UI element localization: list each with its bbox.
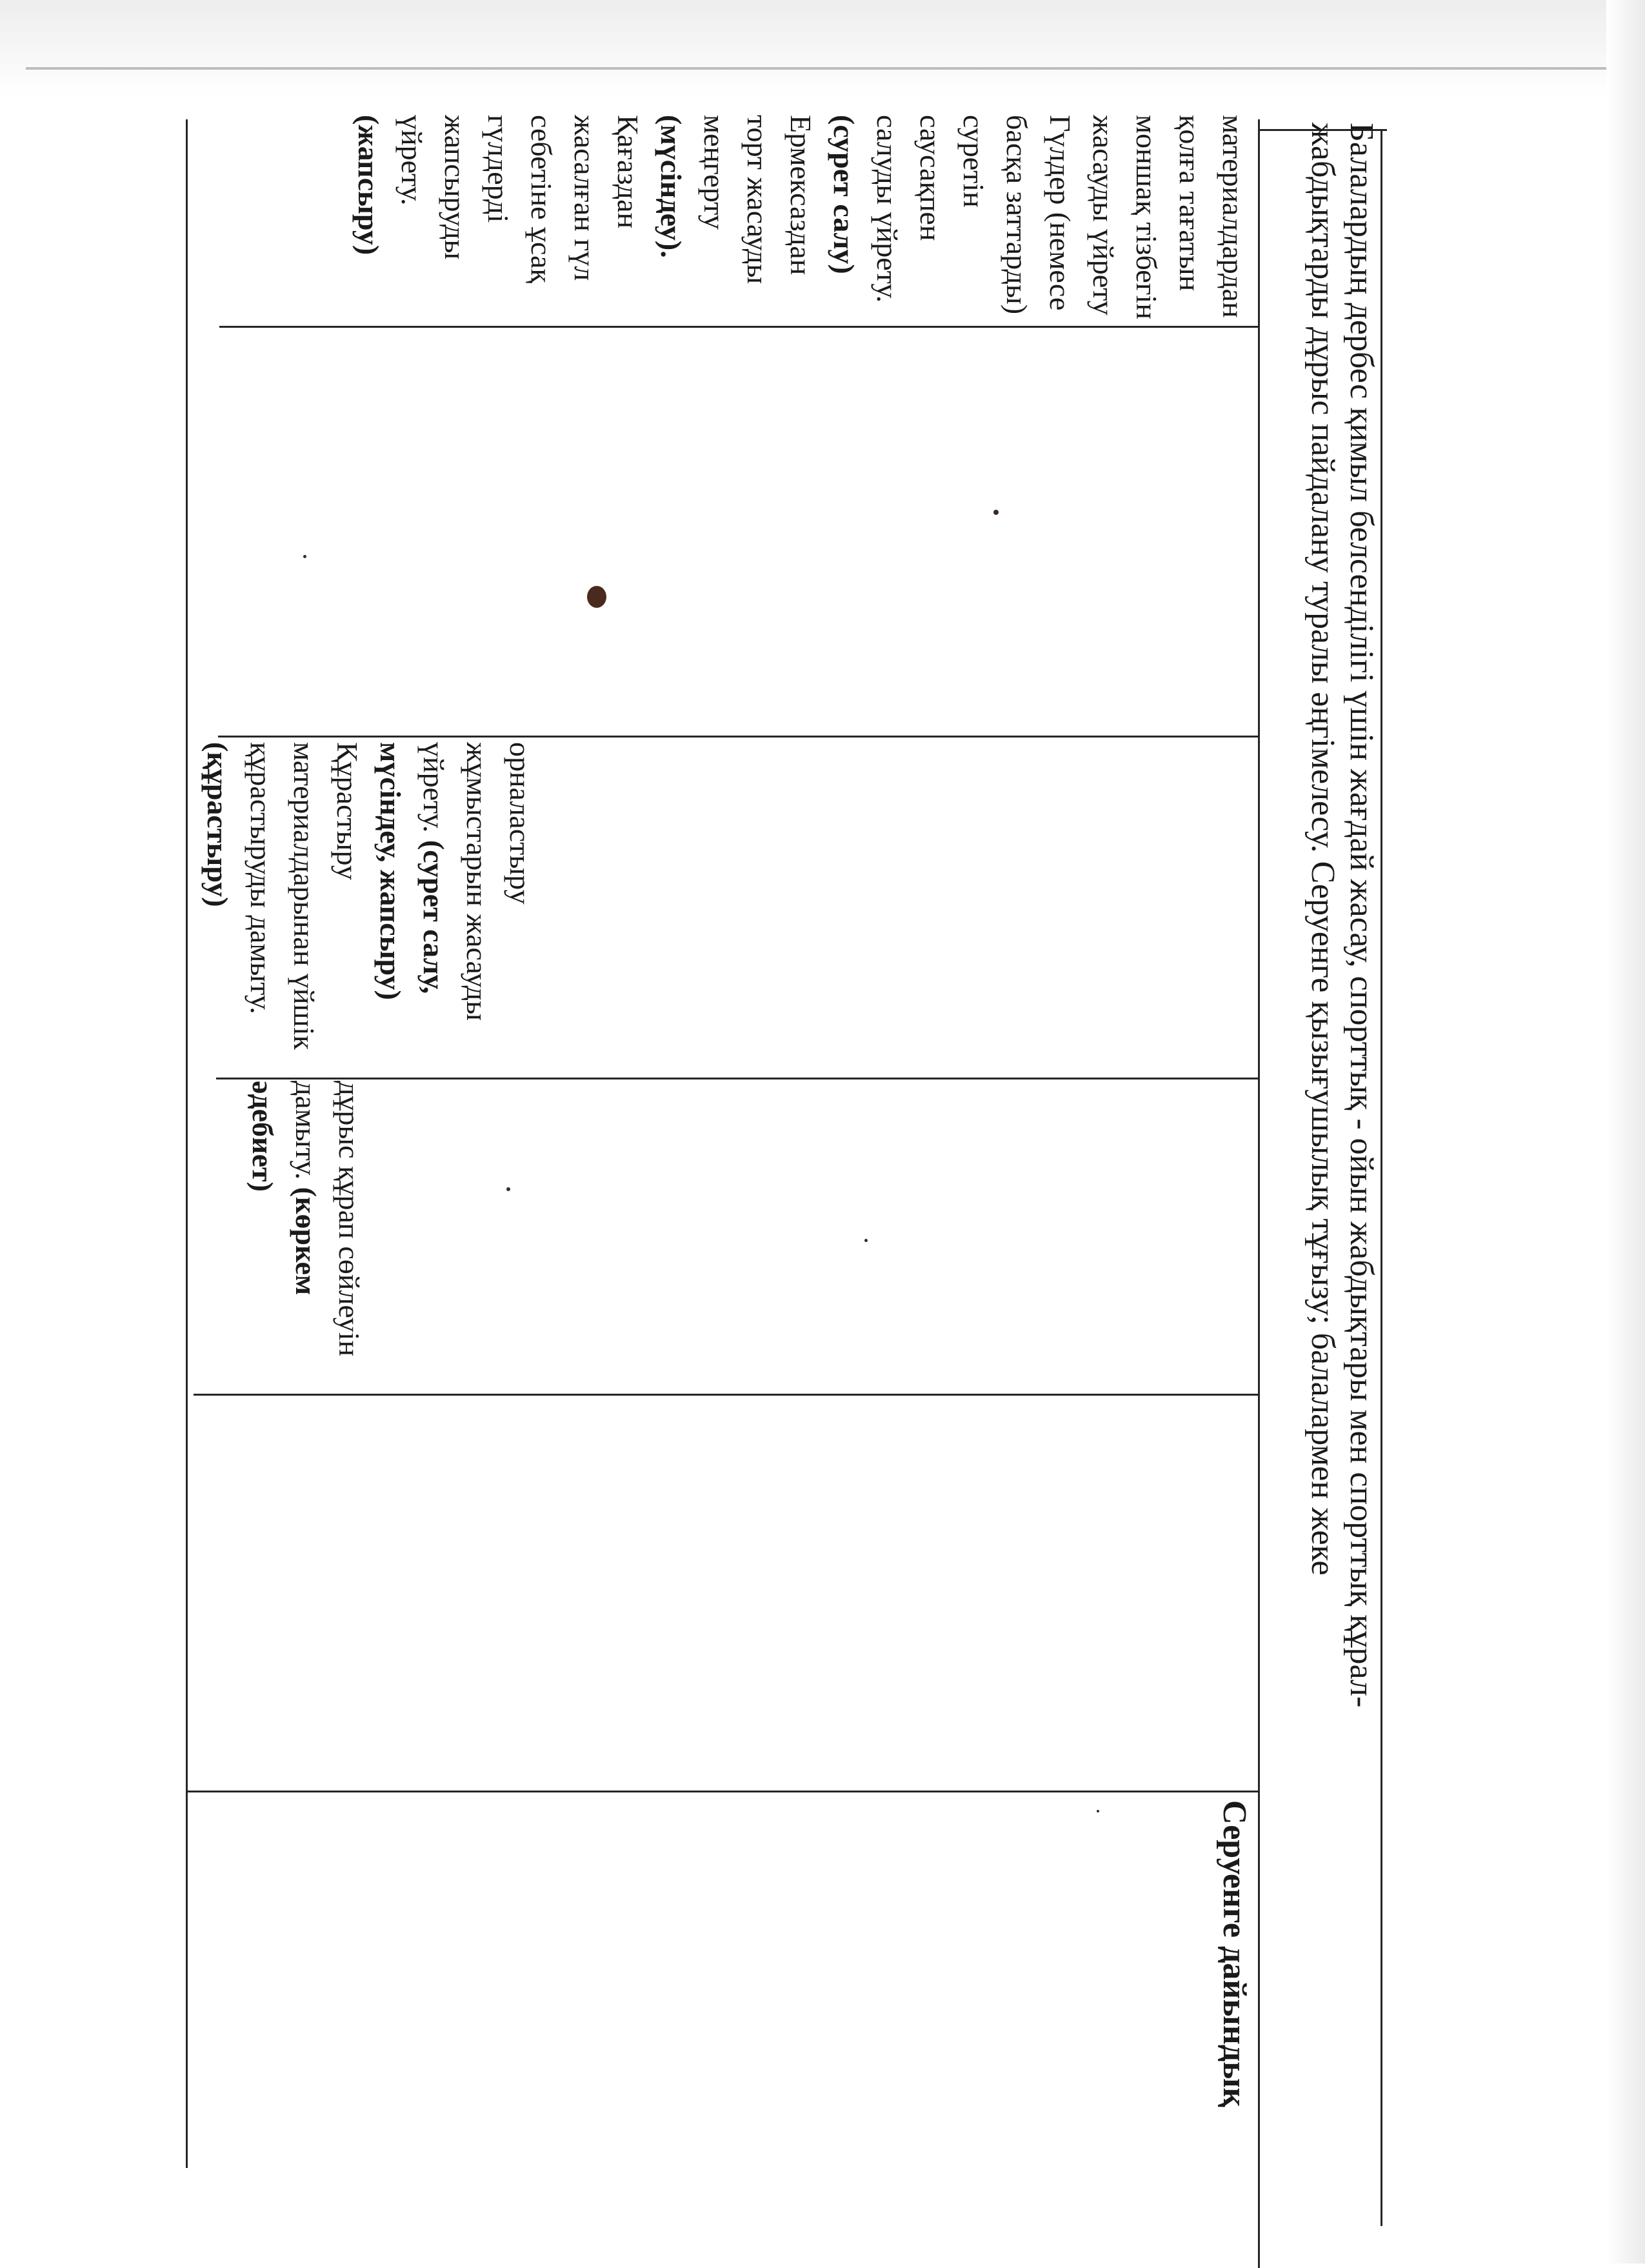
table-line-v3 [1381, 129, 1382, 2226]
cell-col5 [229, 115, 1255, 321]
cell-bottom-row-text: Балалардың дербес қимыл белсенділігі үшін жағдай жасау, спорттық - ойын жабдықтары мен спорттық құрал-жабдықтарды дұрыс пайдалану туралы әңгімелесу. Серуенге қызығушылық тұғызу; балалармен жеке [1304, 123, 1380, 1708]
scan-speck [587, 586, 606, 608]
cell-col5-tag4: (жапсыру) [352, 115, 385, 256]
scan-speck [864, 1239, 868, 1242]
table-line-h4 [218, 736, 1258, 738]
cell-col5-tag3: (мүсіндеу). [655, 115, 688, 258]
table-line-h3 [216, 1078, 1258, 1079]
cell-col5-tag2: (сурет салу) [828, 115, 861, 274]
cell-col2-text: дұрыс құрап сөйлеуін дамыту. [290, 1081, 366, 1357]
table-line-h2 [194, 1394, 1258, 1396]
scan-speck [303, 555, 306, 558]
cell-col2-tag: (көркем әдебиет) [246, 1081, 323, 1296]
table-line-v1 [186, 119, 188, 2168]
cell-col2 [197, 1081, 371, 1384]
row-header-cell [1210, 1800, 1255, 2226]
cell-col3-tag1: (сурет салу, мүсіндеу, жапсыру) [374, 742, 450, 1000]
scan-speck [506, 1187, 510, 1191]
scan-speck [1097, 1810, 1099, 1812]
table-line-h1 [187, 1791, 1258, 1792]
cell-col5-part4: Қағаздан жасалған гүл себетіне ұсақ гүлдерді жапсыруды үйрету. [395, 115, 644, 283]
cell-col3-line1: орналастыру жұмыстарын жасауды үйрету. [417, 742, 537, 1021]
cell-col3 [201, 742, 542, 1065]
table-line-h5 [219, 326, 1258, 328]
cell-col5-part2: Гүлдер (немесе басқа заттарды) суретін саусақпен салуды үйрету. [871, 115, 1077, 315]
cell-bottom-row [1258, 123, 1381, 1820]
cell-col5-part3: Ермексаздан торт жасауды меңгерту [698, 115, 817, 285]
row-header-text: Серуенге дайындық [1216, 1800, 1253, 2107]
scan-speck [993, 510, 999, 515]
cell-col5-part1: материалдардан қолға тағатын моншақ тізбегін жасауды үйрету [1087, 115, 1250, 319]
cell-col3-tag2: (құрастыру) [201, 742, 234, 907]
cell-col3-line2: Құрастыру материалдарынан үйшік құрастыруды дамыту. [244, 742, 364, 1050]
